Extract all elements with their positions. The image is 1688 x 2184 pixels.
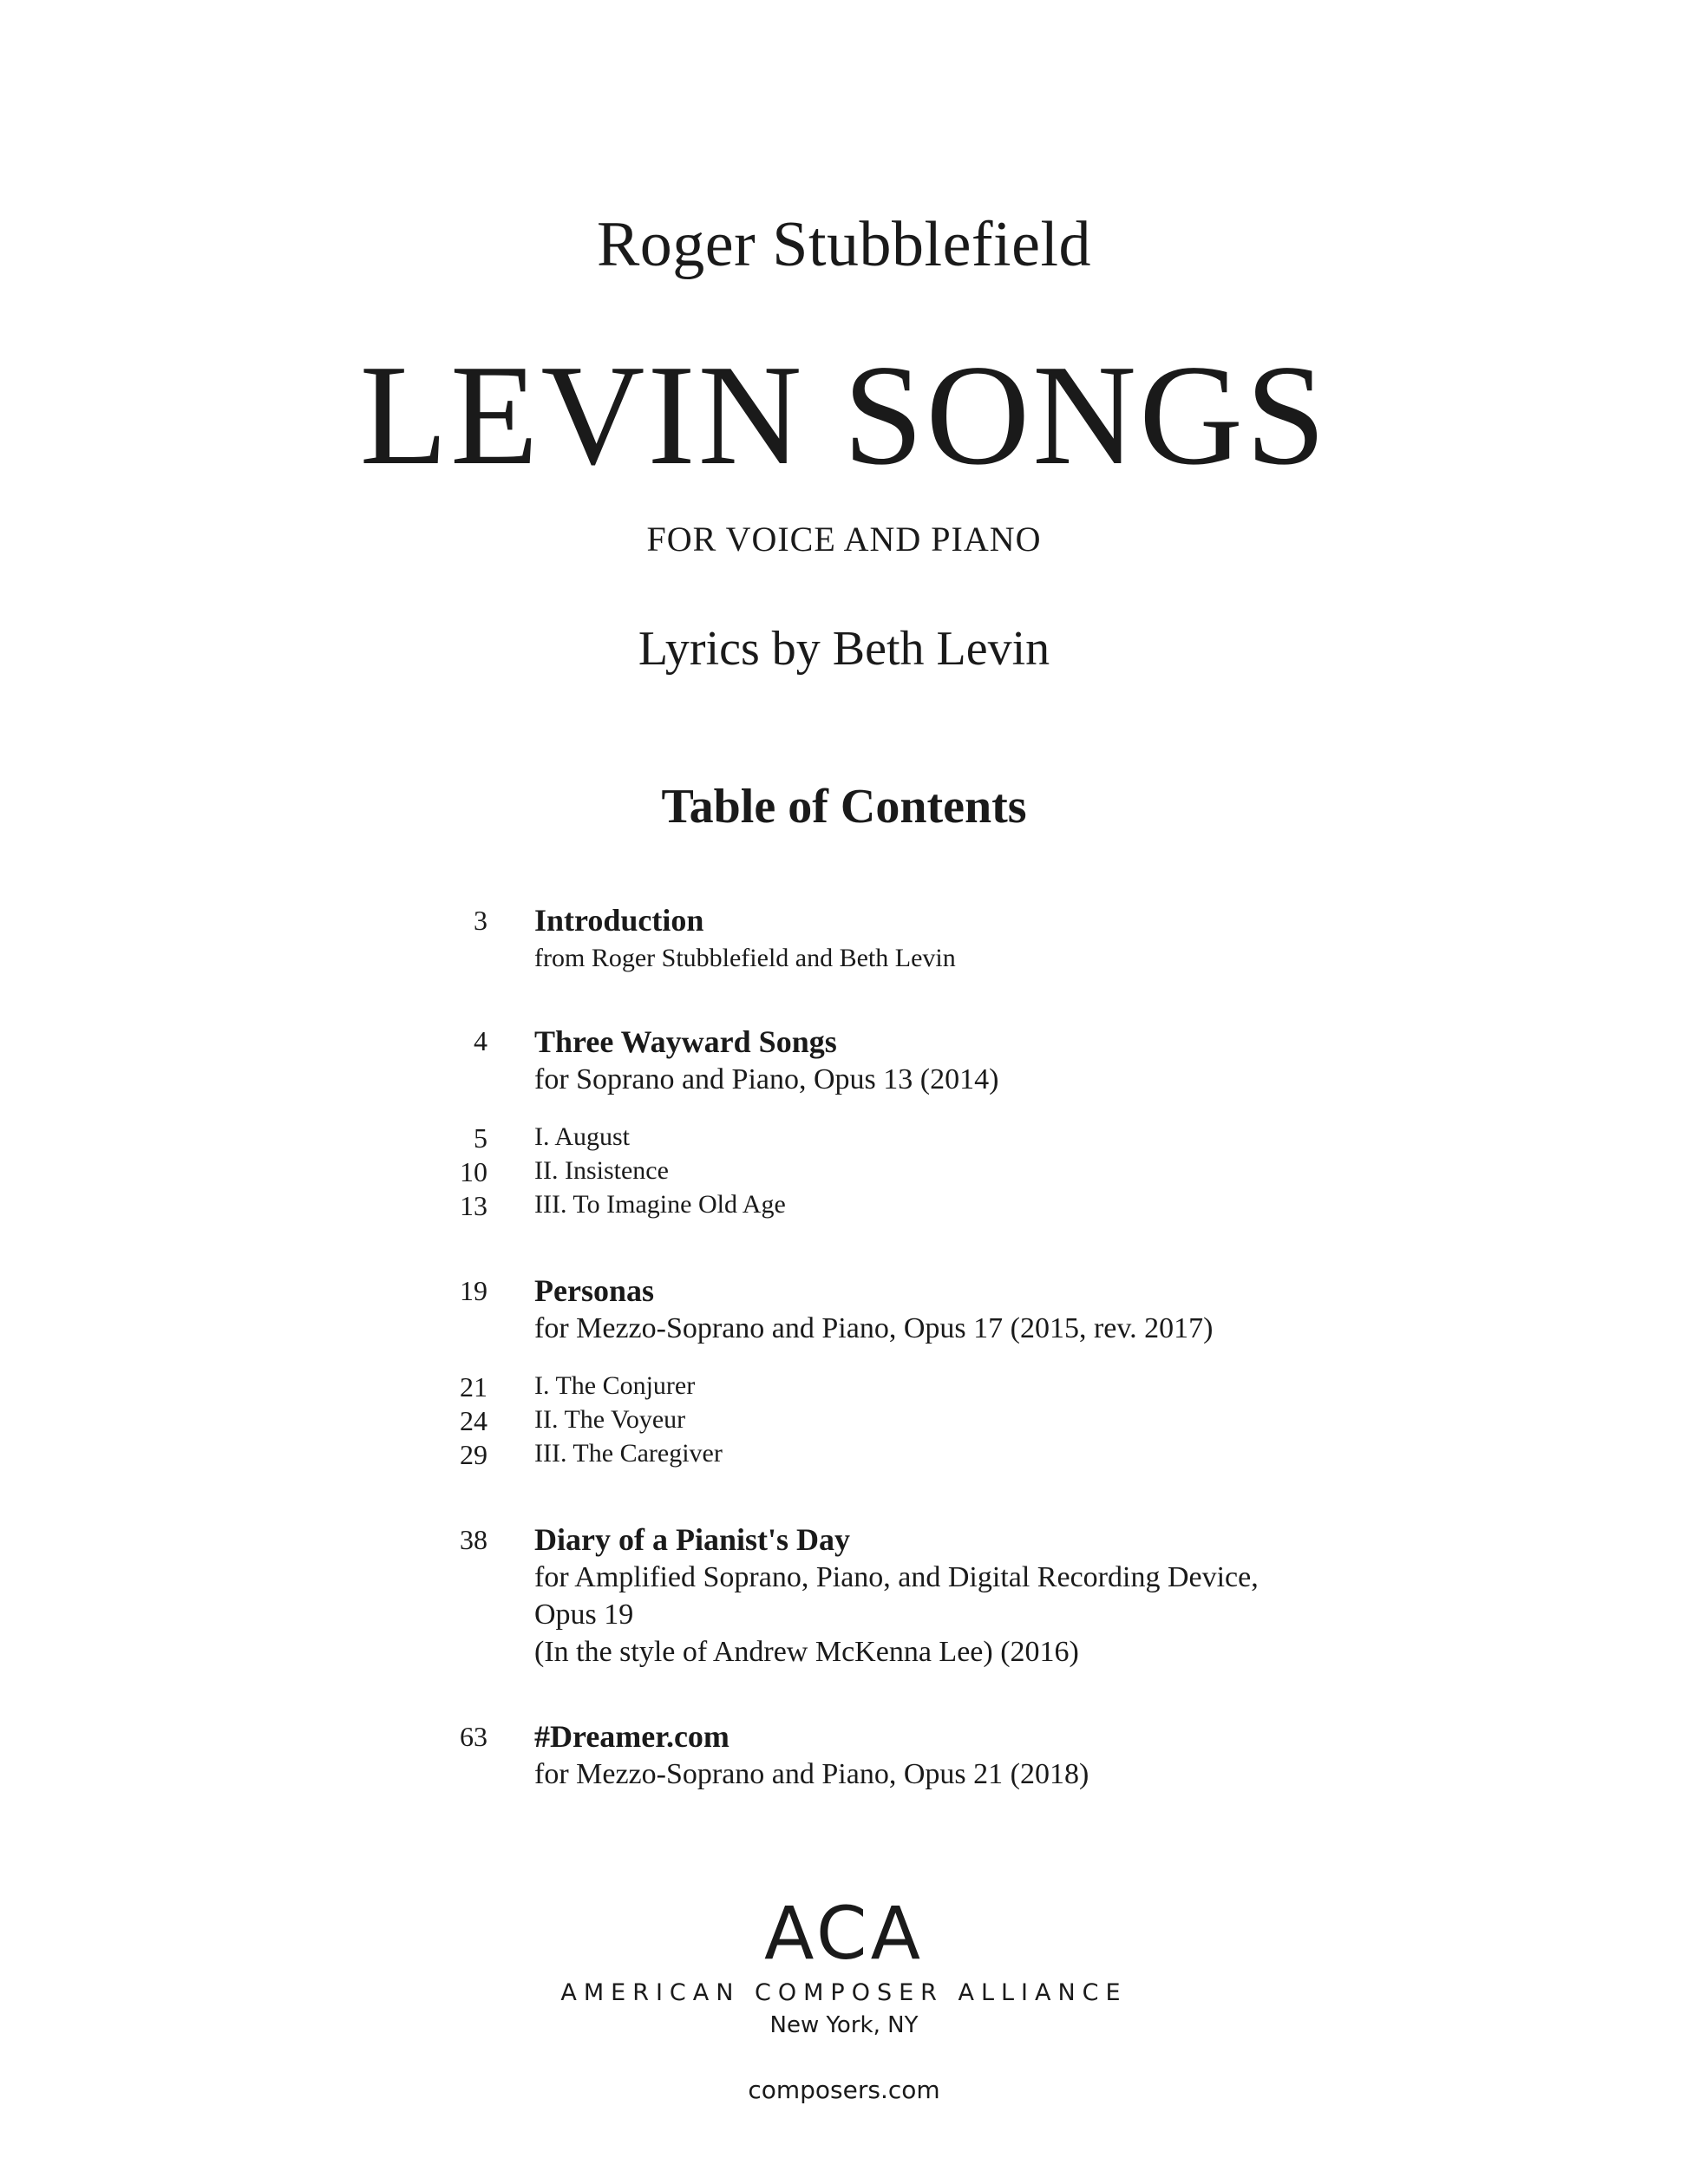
publisher-website: composers.com [748, 2076, 940, 2104]
toc-entry-description: Opus 19 [534, 1599, 634, 1631]
toc-entry-title: Three Wayward Songs [534, 1024, 837, 1059]
toc-page-number: 19 [460, 1275, 487, 1306]
toc-page-number: 63 [460, 1721, 487, 1752]
toc-entry-description: for Mezzo-Soprano and Piano, Opus 17 (2015, rev. 2017) [534, 1312, 1214, 1344]
toc-movement-title: I. August [534, 1122, 631, 1151]
toc-movement-title: II. Insistence [534, 1156, 669, 1185]
toc-entry-title: Introduction [534, 903, 704, 938]
toc-movement-page: 5 [474, 1122, 487, 1154]
toc-page-number: 38 [460, 1524, 487, 1555]
toc-entry-title: Personas [534, 1273, 654, 1308]
toc-page-number: 4 [474, 1025, 487, 1056]
composer-name: Roger Stubblefield [596, 209, 1092, 280]
toc-heading: Table of Contents [661, 780, 1027, 834]
publisher-city: New York, NY [769, 2012, 919, 2038]
aca-logo: ACA [763, 1891, 925, 1976]
toc-movement-page: 29 [460, 1439, 487, 1470]
toc-movement-title: I. The Conjurer [534, 1371, 696, 1400]
toc-entry-title: #Dreamer.com [534, 1719, 730, 1754]
toc-movement-page: 21 [460, 1371, 487, 1403]
toc-entry-title: Diary of a Pianist's Day [534, 1522, 850, 1557]
toc-entry-description: for Amplified Soprano, Piano, and Digital Recording Device, [534, 1561, 1259, 1593]
toc-movement-title: III. To Imagine Old Age [534, 1190, 786, 1219]
toc-movement-page: 24 [460, 1405, 487, 1436]
lyricist-credit: Lyrics by Beth Levin [638, 622, 1050, 676]
toc-entry-description: for Soprano and Piano, Opus 13 (2014) [534, 1063, 999, 1095]
toc-entry-description: from Roger Stubblefield and Beth Levin [534, 944, 956, 972]
toc-movement-page: 13 [460, 1190, 487, 1221]
toc-movement-title: III. The Caregiver [534, 1439, 723, 1468]
toc-page-number: 3 [474, 905, 487, 936]
score-title: LEVIN SONGS [359, 335, 1329, 494]
toc-entry-description: (In the style of Andrew McKenna Lee) (2016) [534, 1636, 1079, 1668]
toc-entry-description: for Mezzo-Soprano and Piano, Opus 21 (2018) [534, 1758, 1089, 1790]
score-subtitle: FOR VOICE AND PIANO [646, 520, 1042, 559]
publisher-name: AMERICAN COMPOSER ALLIANCE [560, 1979, 1128, 2006]
toc-movement-title: II. The Voyeur [534, 1405, 686, 1434]
toc-movement-page: 10 [460, 1156, 487, 1187]
